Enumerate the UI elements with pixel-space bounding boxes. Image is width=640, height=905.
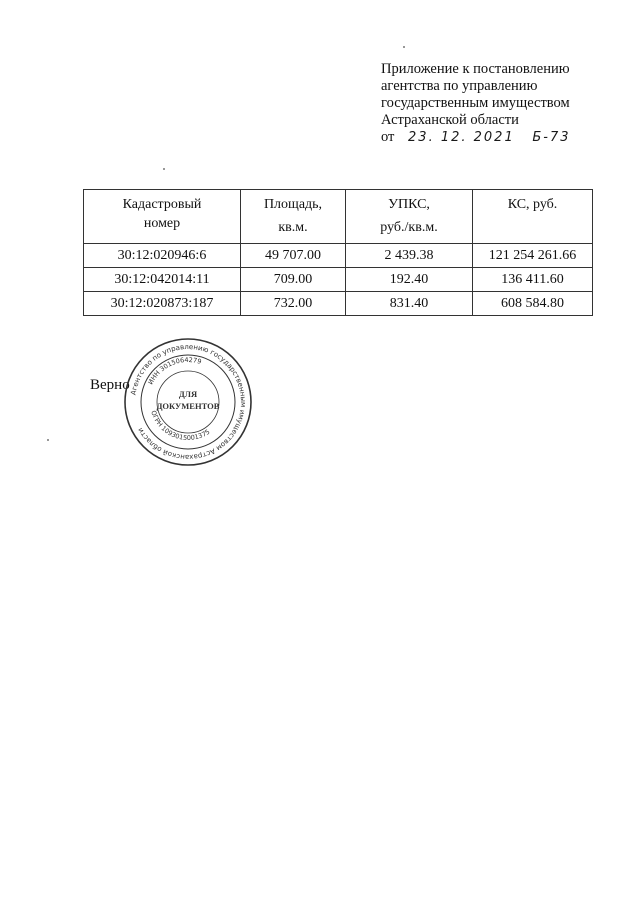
cell-ks: 608 584.80 xyxy=(473,292,593,316)
column-header-upks: УПКС, руб./кв.м. xyxy=(346,190,473,244)
stamp-center-line-1: ДЛЯ xyxy=(178,389,198,399)
stamp-inn: ИНН 3015064279 xyxy=(146,355,203,386)
scan-speck xyxy=(163,168,165,170)
cell-area: 49 707.00 xyxy=(241,244,346,268)
table-header-row xyxy=(84,190,593,244)
table-row xyxy=(84,268,593,292)
scan-speck xyxy=(403,46,405,48)
date-prefix: от xyxy=(381,129,395,145)
header-line-2: агентства по управлению xyxy=(381,78,538,94)
header-line-4: Астраханской области xyxy=(381,112,519,128)
table-row xyxy=(84,292,593,316)
cell-ks: 121 254 261.66 xyxy=(473,244,593,268)
cell-cadastral-number: 30:12:042014:11 xyxy=(84,268,241,292)
cell-upks: 2 439.38 xyxy=(346,244,473,268)
column-header-ks: КС, руб. xyxy=(473,190,593,244)
official-stamp xyxy=(121,335,255,469)
verno-label: Верно xyxy=(90,377,130,393)
cell-upks: 831.40 xyxy=(346,292,473,316)
cell-area: 709.00 xyxy=(241,268,346,292)
column-header-area: Площадь, кв.м. xyxy=(241,190,346,244)
handwritten-date: 23. 12. 2021 xyxy=(408,130,515,145)
table-row xyxy=(84,244,593,268)
stamp-center-line-2: ДОКУМЕНТОВ xyxy=(156,401,220,411)
stamp-outer-text: Агентство по управлению государственным имуществом Астраханской области xyxy=(129,342,248,462)
cadastral-value-table xyxy=(83,189,593,316)
cell-upks: 192.40 xyxy=(346,268,473,292)
cell-ks: 136 411.60 xyxy=(473,268,593,292)
scan-speck xyxy=(47,439,49,441)
header-line-3: государственным имуществом xyxy=(381,95,570,111)
column-header-cadastral-number: Кадастровый номер xyxy=(84,190,241,244)
cell-cadastral-number: 30:12:020946:6 xyxy=(84,244,241,268)
header-line-1: Приложение к постановлению xyxy=(381,61,570,77)
stamp-ogrn: ОГРН 1093015001375 xyxy=(149,409,212,443)
handwritten-number: Б-73 xyxy=(532,130,571,145)
header-date-line xyxy=(381,129,611,146)
appendix-header xyxy=(381,61,611,146)
cell-area: 732.00 xyxy=(241,292,346,316)
cell-cadastral-number: 30:12:020873:187 xyxy=(84,292,241,316)
